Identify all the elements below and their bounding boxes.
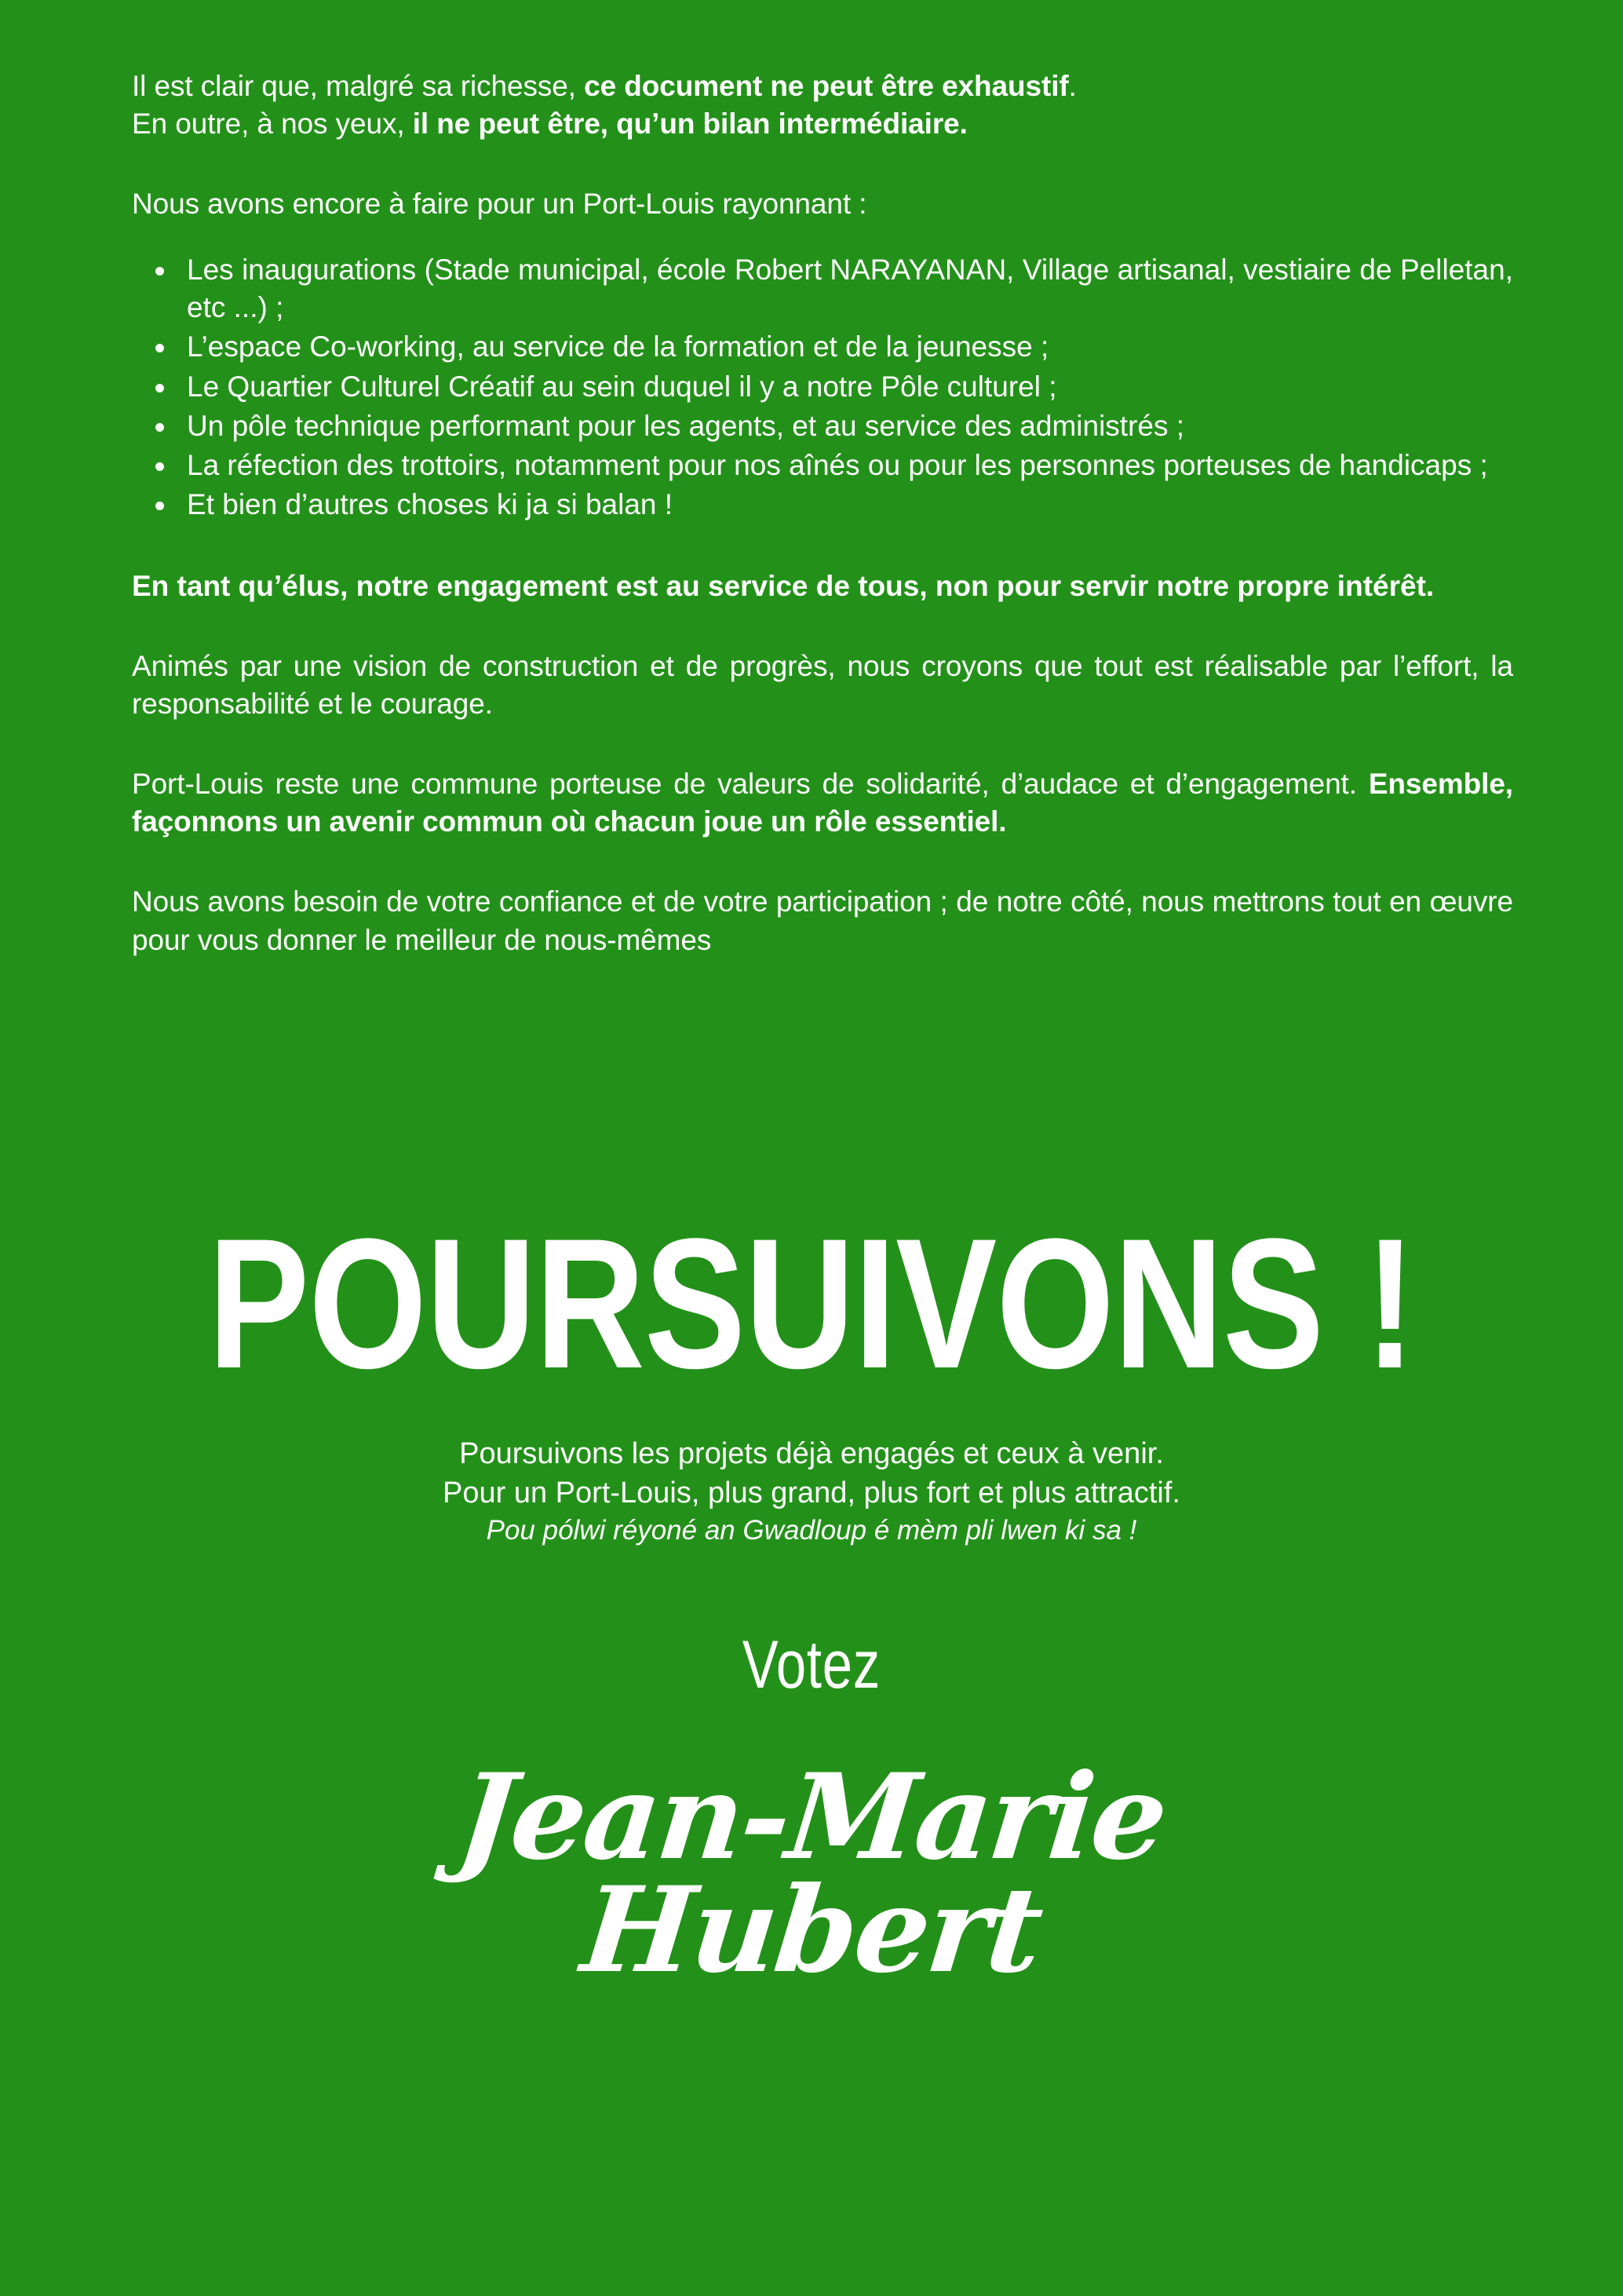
candidate-signature [0, 1748, 1623, 1999]
list-item: Les inaugurations (Stade municipal, école Robert NARAYANAN, Village artisanal, vestiaire de Pelletan, etc ...) ; [132, 251, 1513, 327]
vision-paragraph: Animés par une vision de construction et de progrès, nous croyons que tout est réalisable par l’effort, la responsabilité et le courage. [132, 650, 1513, 721]
spacer [132, 605, 1513, 648]
tagline-line-2: Pour un Port-Louis, plus grand, plus fort et plus attractif. [443, 1477, 1180, 1510]
intro-line-2 [132, 105, 1513, 143]
values-plain: Port-Louis reste une commune porteuse de valeurs de solidarité, d’audace et d’engagement. [132, 768, 1369, 801]
values-paragraph [132, 765, 1513, 841]
spacer [132, 841, 1513, 883]
intro-line-2-bold: il ne peut être, qu’un bilan intermédiaire. [412, 108, 968, 141]
list-item: La réfection des trottoirs, notamment pour nos aînés ou pour les personnes porteuses de handicaps ; [132, 447, 1513, 484]
signature-first-name: Jean-Marie [450, 1748, 1173, 1886]
commitment-statement: En tant qu’élus, notre engagement est au service de tous, non pour servir notre propre intérêt. [132, 569, 1435, 602]
achievements-list [132, 251, 1513, 524]
spacer [132, 723, 1513, 765]
intro-line-1-tail: . [1068, 70, 1077, 102]
hero-headline: POURSUIVONS ! [208, 1200, 1415, 1407]
list-item: Un pôle technique performant pour les agents, et au service des administrés ; [132, 407, 1513, 445]
list-item: Et bien d’autres choses ki ja si balan ! [132, 486, 1513, 524]
trust-paragraph: Nous avons besoin de votre confiance et de votre participation ; de notre côté, nous mettrons tout en œuvre pour vous donner le meilleur de nous-mêmes [132, 885, 1513, 956]
tagline-block [0, 1434, 1623, 1550]
list-item: L’espace Co-working, au service de la formation et de la jeunesse ; [132, 328, 1513, 366]
tagline-line-1: Poursuivons les projets déjà engagés et ceux à venir. [459, 1437, 1164, 1470]
tagline-line-3-creole: Pou pólwi réyoné an Gwadloup é mèm pli lwen ki sa ! [486, 1515, 1137, 1546]
signature-last-name: Hubert [576, 1861, 1047, 1999]
intro-line-1-bold: ce document ne peut être exhaustif [584, 70, 1069, 102]
list-lead-in: Nous avons encore à faire pour un Port-Louis rayonnant : [132, 188, 867, 221]
intro-line-2-plain: En outre, à nos yeux, [132, 108, 413, 141]
intro-paragraph [132, 68, 1513, 143]
list-item: Le Quartier Culturel Créatif au sein duquel il y a notre Pôle culturel ; [132, 368, 1513, 406]
values-bold: Ensemble, façonnons un avenir commun où chacun joue un rôle essentiel. [132, 768, 1513, 838]
spacer [132, 525, 1513, 568]
intro-line-1 [132, 68, 1513, 105]
votez-label: Votez [742, 1627, 881, 1703]
intro-line-1-plain: Il est clair que, malgré sa richesse, [132, 70, 585, 102]
spacer [132, 143, 1513, 185]
document-body [132, 0, 1513, 959]
